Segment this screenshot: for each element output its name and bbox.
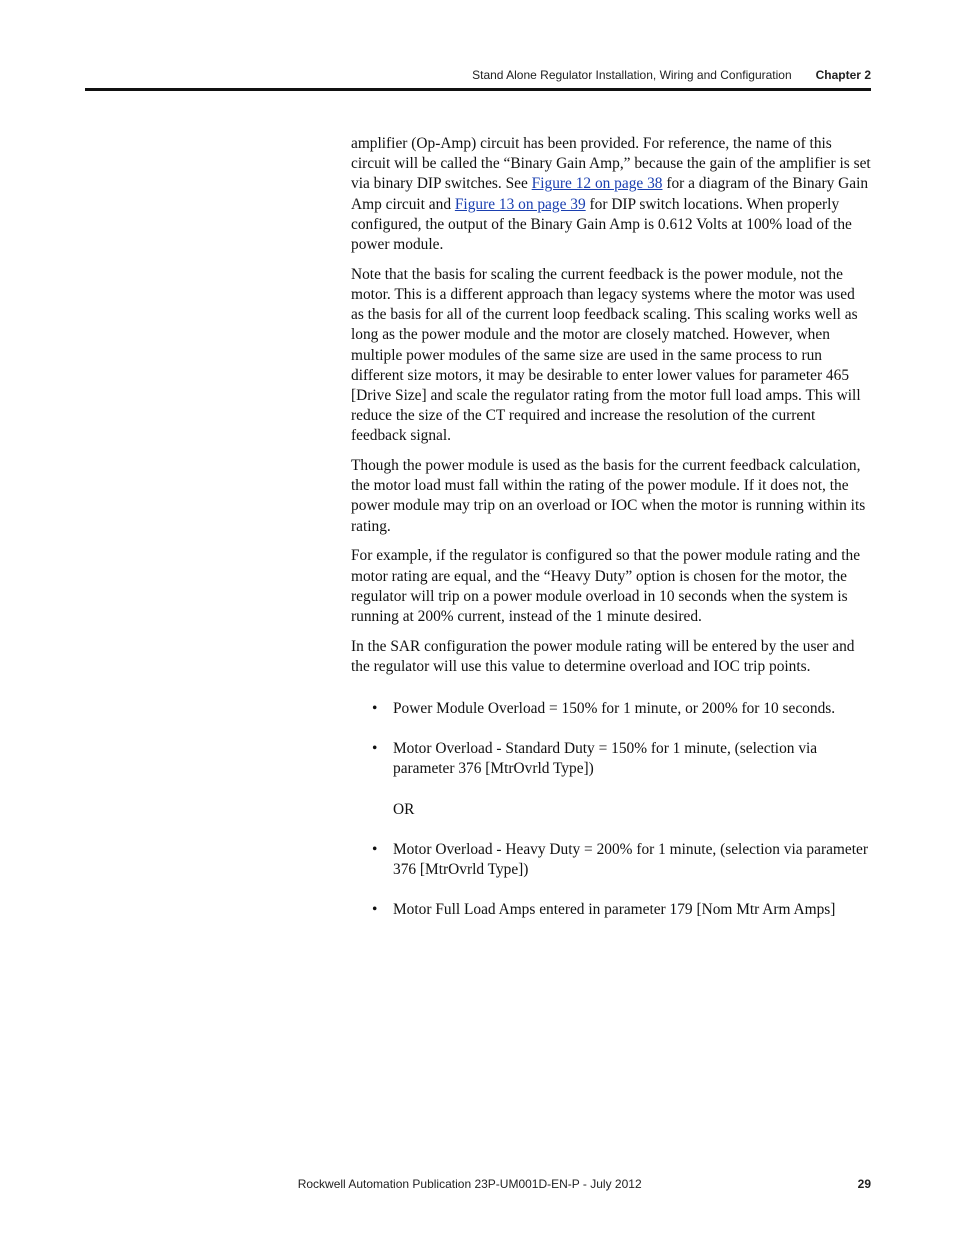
list-item — [351, 840, 871, 880]
list-item-text: Motor Full Load Amps entered in parameter 179 [Nom Mtr Arm Amps] — [393, 901, 836, 919]
list-item — [351, 900, 871, 920]
bullet-icon: • — [372, 840, 378, 858]
bullet-list — [351, 699, 871, 780]
header-chapter: Chapter 2 — [815, 68, 871, 82]
list-item-text: Motor Overload - Standard Duty = 150% for 1 minute, (selection via parameter 376 [MtrOvrld Type]) — [393, 740, 818, 778]
paragraph-1-text-b: for a diagram of the Binary Gain Amp circuit and — [351, 175, 869, 213]
paragraph-2: Note that the basis for scaling the current feedback is the power module, not the motor. This is a different approach than legacy systems where the motor was used as the basis for all of the current loop feedback scaling. This scaling works well as long as the power module and the motor are closely matched. However, when multiple power modules of the same size are used in the same process to run different size motors, it may be desirable to enter lower values for parameter 465 [Drive Size] and scale the regulator rating from the motor full load amps. This will reduce the size of the CT required and increase the resolution of the current feedback signal. — [351, 265, 861, 445]
header-rule — [85, 88, 871, 91]
paragraph-3: Though the power module is used as the basis for the current feedback calculation, the motor load must fall within the rating of the power module. If it does not, the power module may trip on an overload or IOC when the motor is running within its rating. — [351, 457, 866, 535]
header-title: Stand Alone Regulator Installation, Wiring and Configuration — [472, 68, 792, 82]
bullet-list-continued — [351, 840, 871, 921]
running-header — [85, 64, 871, 86]
paragraph-1-text-a: amplifier (Op-Amp) circuit has been provided. For reference, the name of this circuit will be called the “Binary Gain Amp,” because the gain of the amplifier is set via binary DIP switches. See — [351, 135, 871, 193]
page-number: 29 — [857, 1177, 871, 1191]
list-item-text: Power Module Overload = 150% for 1 minute, or 200% for 10 seconds. — [393, 700, 836, 718]
paragraph-1 — [351, 134, 871, 255]
paragraph-5: In the SAR configuration the power module rating will be entered by the user and the regulator will use this value to determine overload and IOC trip points. — [351, 637, 855, 675]
bullet-icon: • — [372, 740, 378, 758]
list-item — [351, 699, 871, 719]
paragraph-1-text-c: for DIP switch locations. When properly configured, the output of the Binary Gain Amp is 0.612 Volts at 100% load of the power module. — [351, 195, 852, 254]
bullet-icon: • — [372, 901, 378, 919]
paragraph-4: For example, if the regulator is configured so that the power module rating and the motor rating are equal, and the “Heavy Duty” option is chosen for the motor, the regulator will trip on a power module overload in 10 seconds when the system is running at 200% current, instead of the 1 minute desired. — [351, 547, 861, 625]
running-footer — [85, 1174, 871, 1194]
list-item — [351, 739, 871, 779]
or-separator: OR — [393, 800, 415, 818]
bullet-icon: • — [372, 700, 378, 718]
figure-13-link[interactable]: Figure 13 on page 39 — [454, 195, 586, 213]
figure-12-link[interactable]: Figure 12 on page 38 — [531, 175, 663, 193]
body-text — [351, 134, 871, 941]
list-item-text: Motor Overload - Heavy Duty = 200% for 1 minute, (selection via parameter 376 [MtrOvrld Type]) — [393, 840, 868, 879]
footer-publication: Rockwell Automation Publication 23P-UM001D-EN-P - July 2012 — [297, 1177, 642, 1191]
